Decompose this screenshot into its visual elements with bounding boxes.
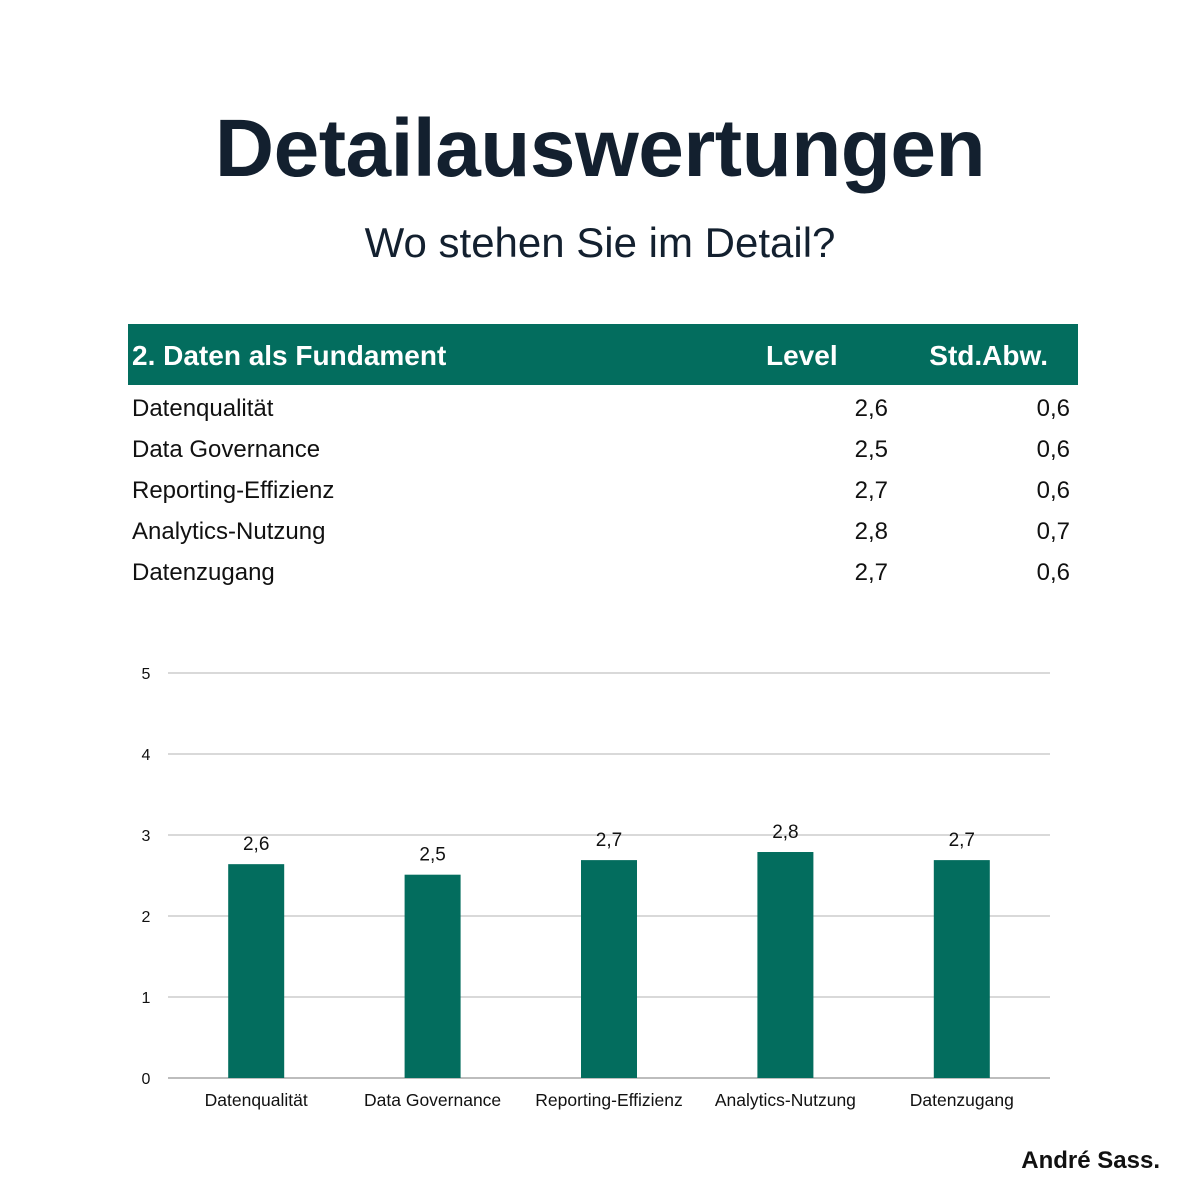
bar-data-label: 2,7 [595,830,623,852]
y-tick-label: 2 [141,909,151,926]
row-std-dev: 0,6 [1036,395,1070,422]
y-tick-label: 1 [141,990,151,1007]
bar [757,852,813,1078]
bar [405,875,461,1078]
row-label: Reporting-Effizienz [132,477,335,504]
y-tick-label: 5 [141,666,151,683]
row-level: 2,7 [854,477,888,504]
x-tick-label: Datenqualität [204,1090,308,1110]
x-tick-label: Data Governance [364,1090,502,1110]
row-std-dev: 0,6 [1036,477,1070,504]
row-std-dev: 0,6 [1036,436,1070,463]
row-level: 2,6 [854,395,888,422]
x-tick-label: Datenzugang [909,1090,1014,1110]
y-tick-label: 3 [141,828,151,845]
y-tick-label: 0 [141,1071,151,1088]
header-std-dev: Std.Abw. [929,340,1048,371]
row-label: Datenzugang [132,559,275,586]
row-label: Analytics-Nutzung [132,518,326,545]
row-std-dev: 0,7 [1036,518,1070,545]
bar-data-label: 2,7 [948,830,976,852]
row-label: Datenqualität [132,395,274,422]
page-subtitle: Wo stehen Sie im Detail? [364,219,836,266]
y-tick-label: 4 [141,747,151,764]
bar-data-label: 2,8 [772,822,799,844]
row-level: 2,8 [854,518,888,545]
header-category: 2. Daten als Fundament [132,340,447,371]
header-level: Level [766,340,838,371]
brand-signature: André Sass. [1021,1147,1160,1174]
bar-data-label: 2,5 [419,844,446,866]
x-tick-label: Reporting-Effizienz [535,1090,683,1110]
bar-data-label: 2,6 [242,834,270,856]
x-tick-label: Analytics-Nutzung [714,1090,856,1110]
row-std-dev: 0,6 [1036,559,1070,586]
bar [934,860,990,1078]
row-level: 2,5 [854,436,888,463]
row-label: Data Governance [132,436,321,463]
page-title: Detailauswertungen [214,103,986,194]
bar [581,860,637,1078]
row-level: 2,7 [854,559,888,586]
bar [228,864,284,1078]
